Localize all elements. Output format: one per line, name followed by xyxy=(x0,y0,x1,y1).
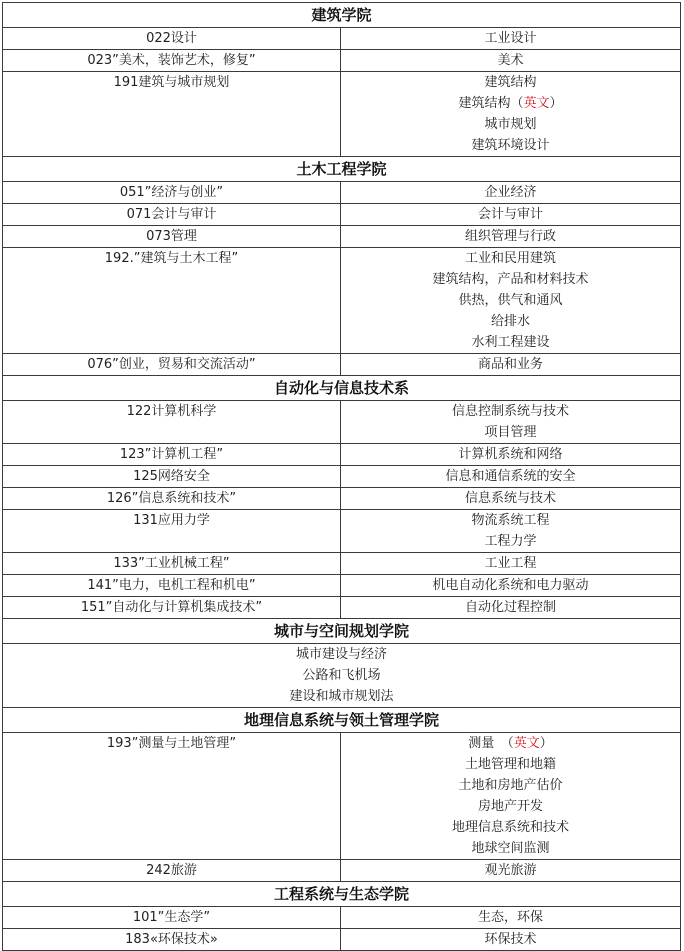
specialty-text: 土地管理和地籍 xyxy=(465,757,557,772)
table-row xyxy=(3,644,681,708)
table-row xyxy=(3,929,681,951)
program-name: 022设计 xyxy=(146,31,197,46)
program-cell xyxy=(3,354,341,376)
program-cell xyxy=(3,553,341,575)
specialty-line xyxy=(341,775,680,796)
program-name: 192.”建筑与土木工程” xyxy=(104,251,239,266)
specialty-text: 会计与审计 xyxy=(478,207,544,222)
specialty-line xyxy=(341,114,680,135)
specialty-text: 房地产开发 xyxy=(478,799,544,814)
table-row xyxy=(3,401,681,444)
table-row xyxy=(3,354,681,376)
specialty-cell xyxy=(341,466,681,488)
specialty-text: 计算机系统和网络 xyxy=(458,447,563,462)
section-header-row xyxy=(3,376,681,401)
specialty-text: 建筑结构，产品和材料技术 xyxy=(432,272,589,287)
section-header-row xyxy=(3,619,681,644)
specialty-line xyxy=(341,72,680,93)
program-name: 076”创业，贸易和交流活动” xyxy=(87,357,256,372)
program-cell xyxy=(3,488,341,510)
program-name: 133”工业机械工程” xyxy=(113,556,230,571)
specialty-line xyxy=(341,422,680,443)
specialty-line: 城市建设与经济 xyxy=(296,647,388,662)
section-title: 城市与空间规划学院 xyxy=(3,619,681,644)
specialty-line xyxy=(341,860,680,881)
language-note: 英文 xyxy=(523,96,550,111)
program-cell xyxy=(3,182,341,204)
table-row xyxy=(3,28,681,50)
specialty-text: 企业经济 xyxy=(484,185,537,200)
table-row xyxy=(3,488,681,510)
program-name: 126”信息系统和技术” xyxy=(106,491,237,506)
section-header-row xyxy=(3,3,681,28)
table-row xyxy=(3,575,681,597)
program-cell xyxy=(3,466,341,488)
specialty-cell xyxy=(341,860,681,882)
specialty-line xyxy=(341,733,680,754)
specialty-cell xyxy=(341,72,681,157)
program-table xyxy=(2,2,681,951)
program-cell xyxy=(3,204,341,226)
program-name: 123”计算机工程” xyxy=(119,447,224,462)
specialty-text: 工程力学 xyxy=(484,534,537,549)
specialty-text: 城市规划 xyxy=(484,117,537,132)
specialty-text: 工业和民用建筑 xyxy=(465,251,557,266)
specialty-cell xyxy=(341,182,681,204)
program-cell xyxy=(3,72,341,157)
specialty-line xyxy=(341,354,680,375)
specialty-text: 生态，环保 xyxy=(478,910,544,925)
specialty-line xyxy=(341,226,680,247)
specialty-text: ） xyxy=(539,736,553,751)
table-row xyxy=(3,182,681,204)
table-row xyxy=(3,248,681,354)
specialty-line xyxy=(341,929,680,950)
program-cell xyxy=(3,28,341,50)
program-name: 101”生态学” xyxy=(132,910,211,925)
section-title: 地理信息系统与领土管理学院 xyxy=(3,708,681,733)
specialty-line xyxy=(341,444,680,465)
table-row xyxy=(3,860,681,882)
table-row xyxy=(3,907,681,929)
program-cell xyxy=(3,401,341,444)
specialty-line xyxy=(341,50,680,71)
specialty-line xyxy=(341,290,680,311)
specialty-text: 信息控制系统与技术 xyxy=(452,404,570,419)
specialty-text: 项目管理 xyxy=(484,425,537,440)
program-name: 122计算机科学 xyxy=(126,404,217,419)
program-cell xyxy=(3,597,341,619)
program-name: 051”经济与创业” xyxy=(119,185,224,200)
table-row xyxy=(3,72,681,157)
specialty-text: 地理信息系统和技术 xyxy=(452,820,570,835)
specialty-line xyxy=(341,135,680,156)
table-row xyxy=(3,444,681,466)
specialty-text: 工业设计 xyxy=(484,31,537,46)
specialty-cell xyxy=(341,510,681,553)
specialty-text: 美术 xyxy=(497,53,524,68)
specialty-cell xyxy=(341,575,681,597)
table-row xyxy=(3,226,681,248)
specialty-line xyxy=(341,28,680,49)
specialty-text: 环保技术 xyxy=(484,932,537,947)
program-cell xyxy=(3,50,341,72)
section-title: 土木工程学院 xyxy=(3,157,681,182)
specialty-line xyxy=(341,488,680,509)
table-row xyxy=(3,733,681,860)
specialty-cell xyxy=(341,553,681,575)
specialty-text: 建筑结构（ xyxy=(458,96,524,111)
program-cell xyxy=(3,510,341,553)
program-cell xyxy=(3,860,341,882)
program-name: 125网络安全 xyxy=(133,469,210,484)
table-row xyxy=(3,50,681,72)
specialty-text: 供热，供气和通风 xyxy=(458,293,563,308)
specialty-cell xyxy=(341,50,681,72)
specialty-line xyxy=(341,575,680,596)
specialty-line xyxy=(341,754,680,775)
specialty-cell xyxy=(341,907,681,929)
specialty-line xyxy=(341,204,680,225)
specialty-cell xyxy=(341,488,681,510)
specialty-line xyxy=(341,907,680,928)
program-name: 242旅游 xyxy=(146,863,197,878)
specialty-line: 建设和城市规划法 xyxy=(289,689,394,704)
program-name: 071会计与审计 xyxy=(126,207,217,222)
program-cell xyxy=(3,733,341,860)
section-header-row xyxy=(3,157,681,182)
program-name: 151”自动化与计算机集成技术” xyxy=(80,600,263,615)
program-cell xyxy=(3,575,341,597)
specialty-text: 物流系统工程 xyxy=(471,513,550,528)
specialty-text: 信息和通信系统的安全 xyxy=(445,469,576,484)
specialty-line xyxy=(341,838,680,859)
specialty-cell xyxy=(341,401,681,444)
program-cell xyxy=(3,907,341,929)
section-title: 建筑学院 xyxy=(3,3,681,28)
program-cell xyxy=(3,929,341,951)
table-row xyxy=(3,510,681,553)
specialty-cell xyxy=(341,204,681,226)
specialty-line xyxy=(341,796,680,817)
specialty-line xyxy=(341,248,680,269)
specialty-text: 自动化过程控制 xyxy=(465,600,557,615)
specialty-text: 建筑结构 xyxy=(484,75,537,90)
table-row xyxy=(3,466,681,488)
specialty-line xyxy=(341,553,680,574)
specialty-line: 公路和飞机场 xyxy=(302,668,381,683)
specialty-text: 工业工程 xyxy=(484,556,537,571)
specialty-cell xyxy=(341,597,681,619)
specialty-line xyxy=(341,597,680,618)
specialty-text: 建筑环境设计 xyxy=(471,138,550,153)
specialty-line xyxy=(341,182,680,203)
program-table-body xyxy=(3,3,681,951)
program-name: 023”美术，装饰艺术，修复” xyxy=(87,53,256,68)
specialty-cell xyxy=(341,226,681,248)
table-row xyxy=(3,597,681,619)
specialty-cell xyxy=(341,929,681,951)
specialty-line xyxy=(341,311,680,332)
specialty-line xyxy=(341,93,680,114)
program-name: 131应用力学 xyxy=(133,513,210,528)
specialty-line xyxy=(341,466,680,487)
specialty-text: 组织管理与行政 xyxy=(465,229,557,244)
specialty-text: 测量 （ xyxy=(468,736,514,751)
section-header-row xyxy=(3,882,681,907)
specialty-cell xyxy=(341,28,681,50)
section-header-row xyxy=(3,708,681,733)
section-title: 自动化与信息技术系 xyxy=(3,376,681,401)
specialty-line xyxy=(341,531,680,552)
specialty-line xyxy=(341,401,680,422)
specialty-text: 水利工程建设 xyxy=(471,335,550,350)
language-note: 英文 xyxy=(513,736,540,751)
specialty-cell xyxy=(341,444,681,466)
specialty-text: 地球空间监测 xyxy=(471,841,550,856)
table-row xyxy=(3,204,681,226)
specialty-text: 观光旅游 xyxy=(484,863,537,878)
table-row xyxy=(3,553,681,575)
specialty-line xyxy=(341,332,680,353)
specialty-line xyxy=(341,817,680,838)
specialty-text: 信息系统与技术 xyxy=(465,491,557,506)
specialty-line xyxy=(341,510,680,531)
program-name: 193”测量与土地管理” xyxy=(106,736,237,751)
specialty-cell xyxy=(341,354,681,376)
specialty-text: 给排水 xyxy=(491,314,531,329)
section-title: 工程系统与生态学院 xyxy=(3,882,681,907)
specialty-line xyxy=(341,269,680,290)
program-cell xyxy=(3,226,341,248)
specialty-text: ） xyxy=(549,96,563,111)
program-name: 191建筑与城市规划 xyxy=(113,75,230,90)
program-name: 183«环保技术» xyxy=(125,932,218,947)
program-cell xyxy=(3,248,341,354)
program-name: 141”电力，电机工程和机电” xyxy=(87,578,256,593)
specialty-cell xyxy=(341,248,681,354)
specialty-text: 机电自动化系统和电力驱动 xyxy=(432,578,589,593)
program-cell xyxy=(3,444,341,466)
specialty-cell-full xyxy=(3,644,681,708)
program-name: 073管理 xyxy=(146,229,197,244)
specialty-text: 土地和房地产估价 xyxy=(458,778,563,793)
specialty-cell xyxy=(341,733,681,860)
specialty-text: 商品和业务 xyxy=(478,357,544,372)
